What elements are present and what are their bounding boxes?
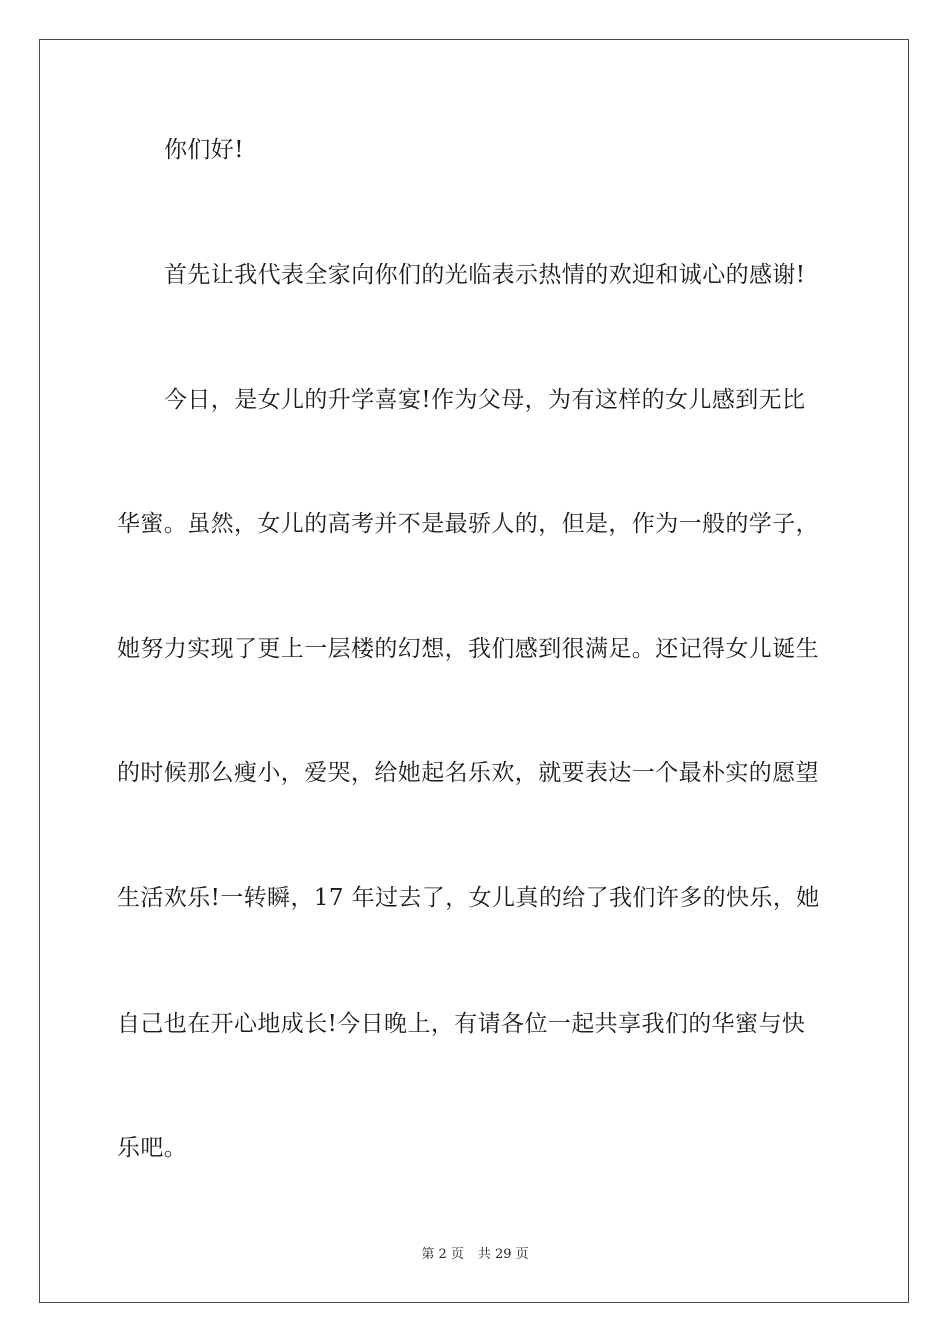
- page-total: 共 29 页: [477, 1247, 529, 1262]
- page-border: [39, 39, 909, 1303]
- paragraph-line: 乐吧。: [117, 1135, 188, 1161]
- paragraph-line: 她努力实现了更上一层楼的幻想，我们感到很满足。还记得女儿诞生: [117, 636, 819, 662]
- paragraph-line: 的时候那么瘦小，爱哭，给她起名乐欢，就要表达一个最朴实的愿望: [117, 760, 819, 786]
- paragraph-line: 你们好!: [164, 137, 244, 163]
- paragraph-line: 生活欢乐!一转瞬，17 年过去了，女儿真的给了我们许多的快乐，她: [117, 885, 820, 911]
- paragraph-line: 自己也在开心地成长!今日晚上，有请各位一起共享我们的华蜜与快: [117, 1011, 806, 1037]
- paragraph-line: 华蜜。虽然，女儿的高考并不是最骄人的，但是，作为一般的学子，: [117, 511, 819, 537]
- paragraph-line: 首先让我代表全家向你们的光临表示热情的欢迎和诚心的感谢!: [164, 262, 806, 288]
- page-footer: [0, 1246, 950, 1264]
- paragraph-line: 今日，是女儿的升学喜宴!作为父母，为有这样的女儿感到无比: [164, 387, 806, 413]
- page-number: 第 2 页: [421, 1247, 464, 1262]
